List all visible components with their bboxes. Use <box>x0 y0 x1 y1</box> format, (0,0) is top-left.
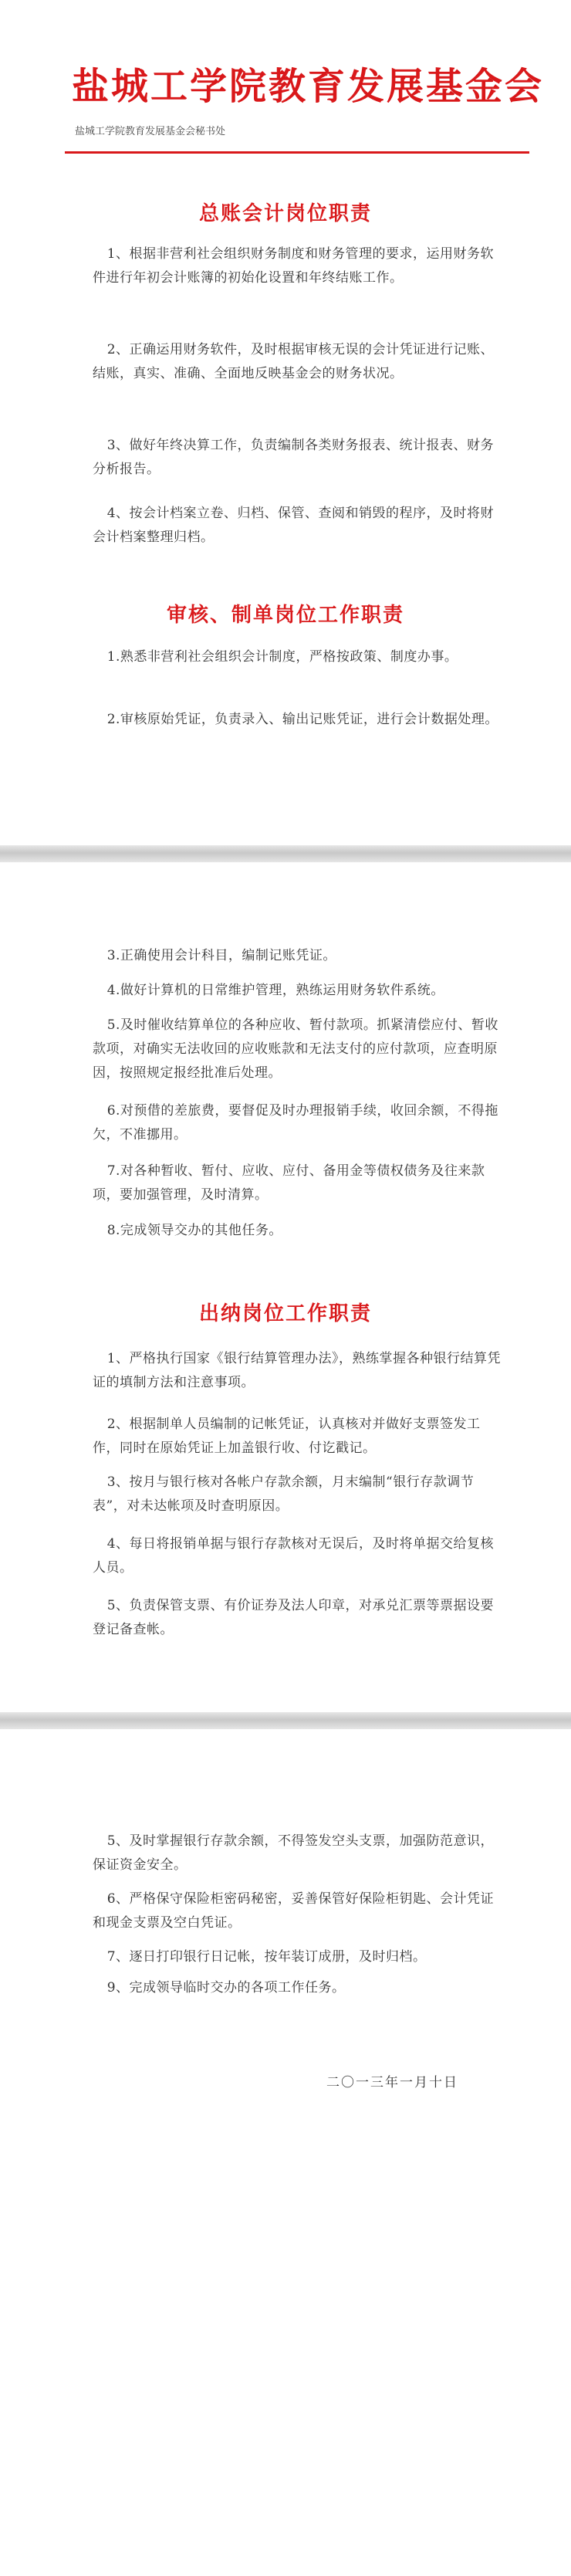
paragraph: 6.对预借的差旅费，要督促及时办理报销手续，收回余额，不得拖欠，不准挪用。 <box>93 1103 498 1142</box>
section-title-general-ledger: 总账会计岗位职责 <box>198 202 372 225</box>
paragraph: 5、负责保管支票、有价证券及法人印章，对承兑汇票等票据设要登记备查帐。 <box>93 1598 495 1637</box>
paragraph: 3、按月与银行核对各帐户存款余额，月末编制“银行存款调节表”，对未达帐项及时查明原因。 <box>93 1474 475 1514</box>
section-title-audit-voucher: 审核、制单岗位工作职责 <box>166 604 404 627</box>
paragraph: 4、每日将报销单据与银行存款核对无误后，及时将单据交给复核人员。 <box>93 1536 495 1576</box>
paragraph: 3、做好年终决算工作，负责编制各类财务报表、统计报表、财务分析报告。 <box>93 438 495 477</box>
paragraph: 2、正确运用财务软件，及时根据审核无误的会计凭证进行记账、结账，真实、准确、全面地反映基金会的财务状况。 <box>93 342 495 381</box>
document-date: 二〇一三年一月十日 <box>326 2075 458 2090</box>
organization-title: 盐城工学院教育发展基金会 <box>72 65 545 108</box>
paragraph: 5.及时催收结算单位的各种应收、暂付款项。抓紧清偿应付、暂收款项，对确实无法收回的应收账款和无法支付的应付款项，应查明原因，按照规定报经批准后处理。 <box>93 1017 498 1081</box>
paragraph: 2、根据制单人员编制的记帐凭证，认真核对并做好支票签发工作，同时在原始凭证上加盖银行收、付讫戳记。 <box>93 1417 481 1456</box>
organization-subtitle: 盐城工学院教育发展基金会秘书处 <box>75 126 226 137</box>
paragraph: 2.审核原始凭证，负责录入、输出记账凭证，进行会计数据处理。 <box>106 712 498 727</box>
header-divider <box>65 151 529 154</box>
page-separator <box>0 1712 571 1729</box>
paragraph: 7.对各种暂收、暂付、应收、应付、备用金等债权债务及往来款项，要加强管理，及时清算。 <box>93 1163 485 1203</box>
page-separator <box>0 845 571 862</box>
paragraph: 4.做好计算机的日常维护管理，熟练运用财务软件系统。 <box>106 983 444 998</box>
paragraph: 3.正确使用会计科目，编制记账凭证。 <box>106 948 336 963</box>
paragraph: 6、严格保守保险柜密码秘密，妥善保管好保险柜钥匙、会计凭证和现金支票及空白凭证。 <box>93 1891 495 1931</box>
paragraph: 8.完成领导交办的其他任务。 <box>106 1223 282 1238</box>
paragraph: 1、根据非营利社会组织财务制度和财务管理的要求，运用财务软件进行年初会计账簿的初始化设置和年终结账工作。 <box>93 246 495 286</box>
paragraph: 7、逐日打印银行日记帐，按年装订成册，及时归档。 <box>106 1949 427 1965</box>
paragraph: 1.熟悉非营利社会组织会计制度，严格按政策、制度办事。 <box>106 649 458 665</box>
paragraph: 1、严格执行国家《银行结算管理办法》，熟练掌握各种银行结算凭证的填制方法和注意事项。 <box>93 1351 502 1390</box>
paragraph: 9、完成领导临时交办的各项工作任务。 <box>106 1980 346 1995</box>
paragraph: 4、按会计档案立卷、归档、保管、查阅和销毁的程序，及时将财会计档案整理归档。 <box>93 506 495 545</box>
paragraph: 5、及时掌握银行存款余额，不得签发空头支票，加强防范意识，保证资金安全。 <box>93 1833 495 1873</box>
section-title-cashier: 出纳岗位工作职责 <box>198 1302 372 1325</box>
